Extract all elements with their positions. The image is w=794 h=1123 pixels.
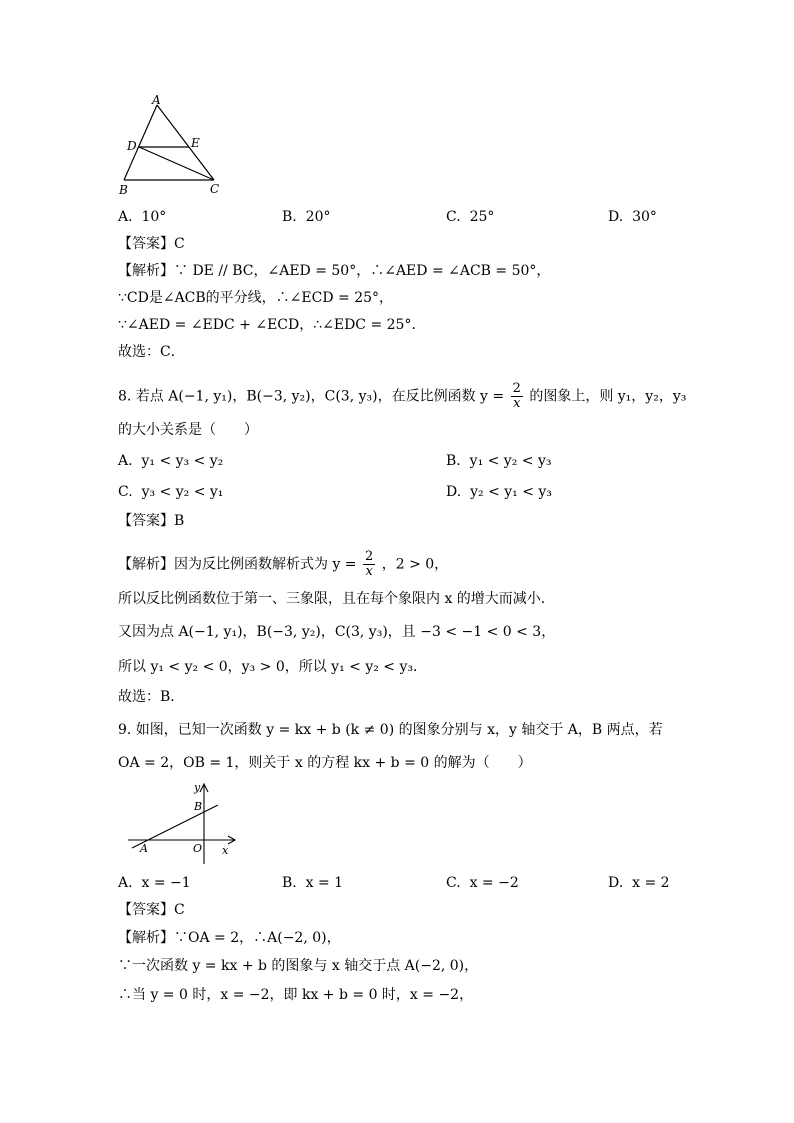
q8-option-c[interactable]: C. y₃ < y₂ < y₁ — [118, 484, 224, 500]
axis-label-y: y — [194, 781, 201, 794]
q8-stem-line1: 8. 若点 A(−1, y₁)，B(−3, y₂)，C(3, y₃)，在反比例函数 y = $\frac{2}{x}$ 的图象上，则 y₁，y₂，y₃ — [118, 381, 687, 411]
label-e: E — [191, 136, 200, 150]
q7-answer: 【答案】C — [118, 236, 185, 252]
q9-option-d[interactable]: D. x = 2 — [608, 875, 670, 891]
q8-analysis-line: 故选：B． — [118, 689, 185, 705]
fraction: $\frac{2}{x}$ — [365, 549, 374, 579]
q9-option-b[interactable]: B. x = 1 — [282, 875, 344, 891]
axis-label-x: x — [222, 844, 229, 857]
q9-stem-line: 9. 如图，已知一次函数 y = kx + b (k ≠ 0) 的图象分别与 x，y 轴交于 A，B 两点，若 — [118, 722, 663, 738]
q9-analysis-line: 【解析】∵OA = 2，∴A(−2, 0)， — [118, 930, 341, 946]
q8-option-b[interactable]: B. y₁ < y₂ < y₃ — [446, 453, 552, 469]
q7-analysis-line: 【解析】∵ DE // BC，∠AED = 50°，∴∠AED = ∠ACB = 50°， — [118, 263, 551, 279]
q9-analysis-line: ∵一次函数 y = kx + b 的图象与 x 轴交于点 A(−2, 0)， — [118, 958, 479, 974]
q8-option-a[interactable]: A. y₁ < y₃ < y₂ — [118, 453, 224, 469]
q8-analysis-line: 又因为点 A(−1, y₁)，B(−3, y₂)，C(3, y₃)，且 −3 < −1 < 0 < 3， — [118, 624, 556, 640]
q7-analysis-line: ∵CD是∠ACB的平分线，∴∠ECD = 25°， — [118, 290, 394, 306]
fraction: $\frac{2}{x}$ — [512, 381, 521, 411]
q7-option-b[interactable]: B. 20° — [282, 209, 331, 225]
label-a: A — [140, 842, 148, 855]
label-a: A — [152, 93, 161, 107]
label-b: B — [194, 800, 203, 813]
label-b: B — [119, 183, 128, 197]
q7-analysis-line: ∵∠AED = ∠EDC + ∠ECD，∴∠EDC = 25°． — [118, 317, 426, 333]
triangle-figure — [112, 92, 224, 200]
q9-option-a[interactable]: A. x = −1 — [118, 875, 191, 891]
q8-analysis-line: 所以反比例函数位于第一、三象限，且在每个象限内 x 的增大而减小． — [118, 591, 555, 607]
q8-stem-line2: 的大小关系是（ ） — [118, 422, 258, 438]
q8-option-d[interactable]: D. y₂ < y₁ < y₃ — [446, 484, 552, 500]
label-d: D — [127, 139, 137, 153]
q9-stem-line: OA = 2，OB = 1，则关于 x 的方程 kx + b = 0 的解为（ ） — [118, 755, 532, 771]
q7-analysis-line: 故选：C． — [118, 344, 185, 360]
q9-option-c[interactable]: C. x = −2 — [446, 875, 519, 891]
q8-analysis-line1: 【解析】因为反比例函数解析式为 y = $\frac{2}{x}$ ，2 > 0， — [118, 549, 449, 579]
q7-option-a[interactable]: A. 10° — [118, 209, 167, 225]
label-c: C — [210, 182, 220, 196]
q9-answer: 【答案】C — [118, 902, 185, 918]
label-o: O — [193, 842, 203, 855]
q9-analysis-line: ∴当 y = 0 时，x = −2，即 kx + b = 0 时，x = −2， — [118, 987, 474, 1003]
q7-option-d[interactable]: D. 30° — [608, 209, 657, 225]
q8-analysis-line: 所以 y₁ < y₂ < 0，y₃ > 0，所以 y₁ < y₂ < y₃． — [118, 659, 427, 675]
q8-answer: 【答案】B — [118, 513, 185, 529]
q7-option-c[interactable]: C. 25° — [446, 209, 495, 225]
linear-function-figure — [124, 778, 244, 868]
